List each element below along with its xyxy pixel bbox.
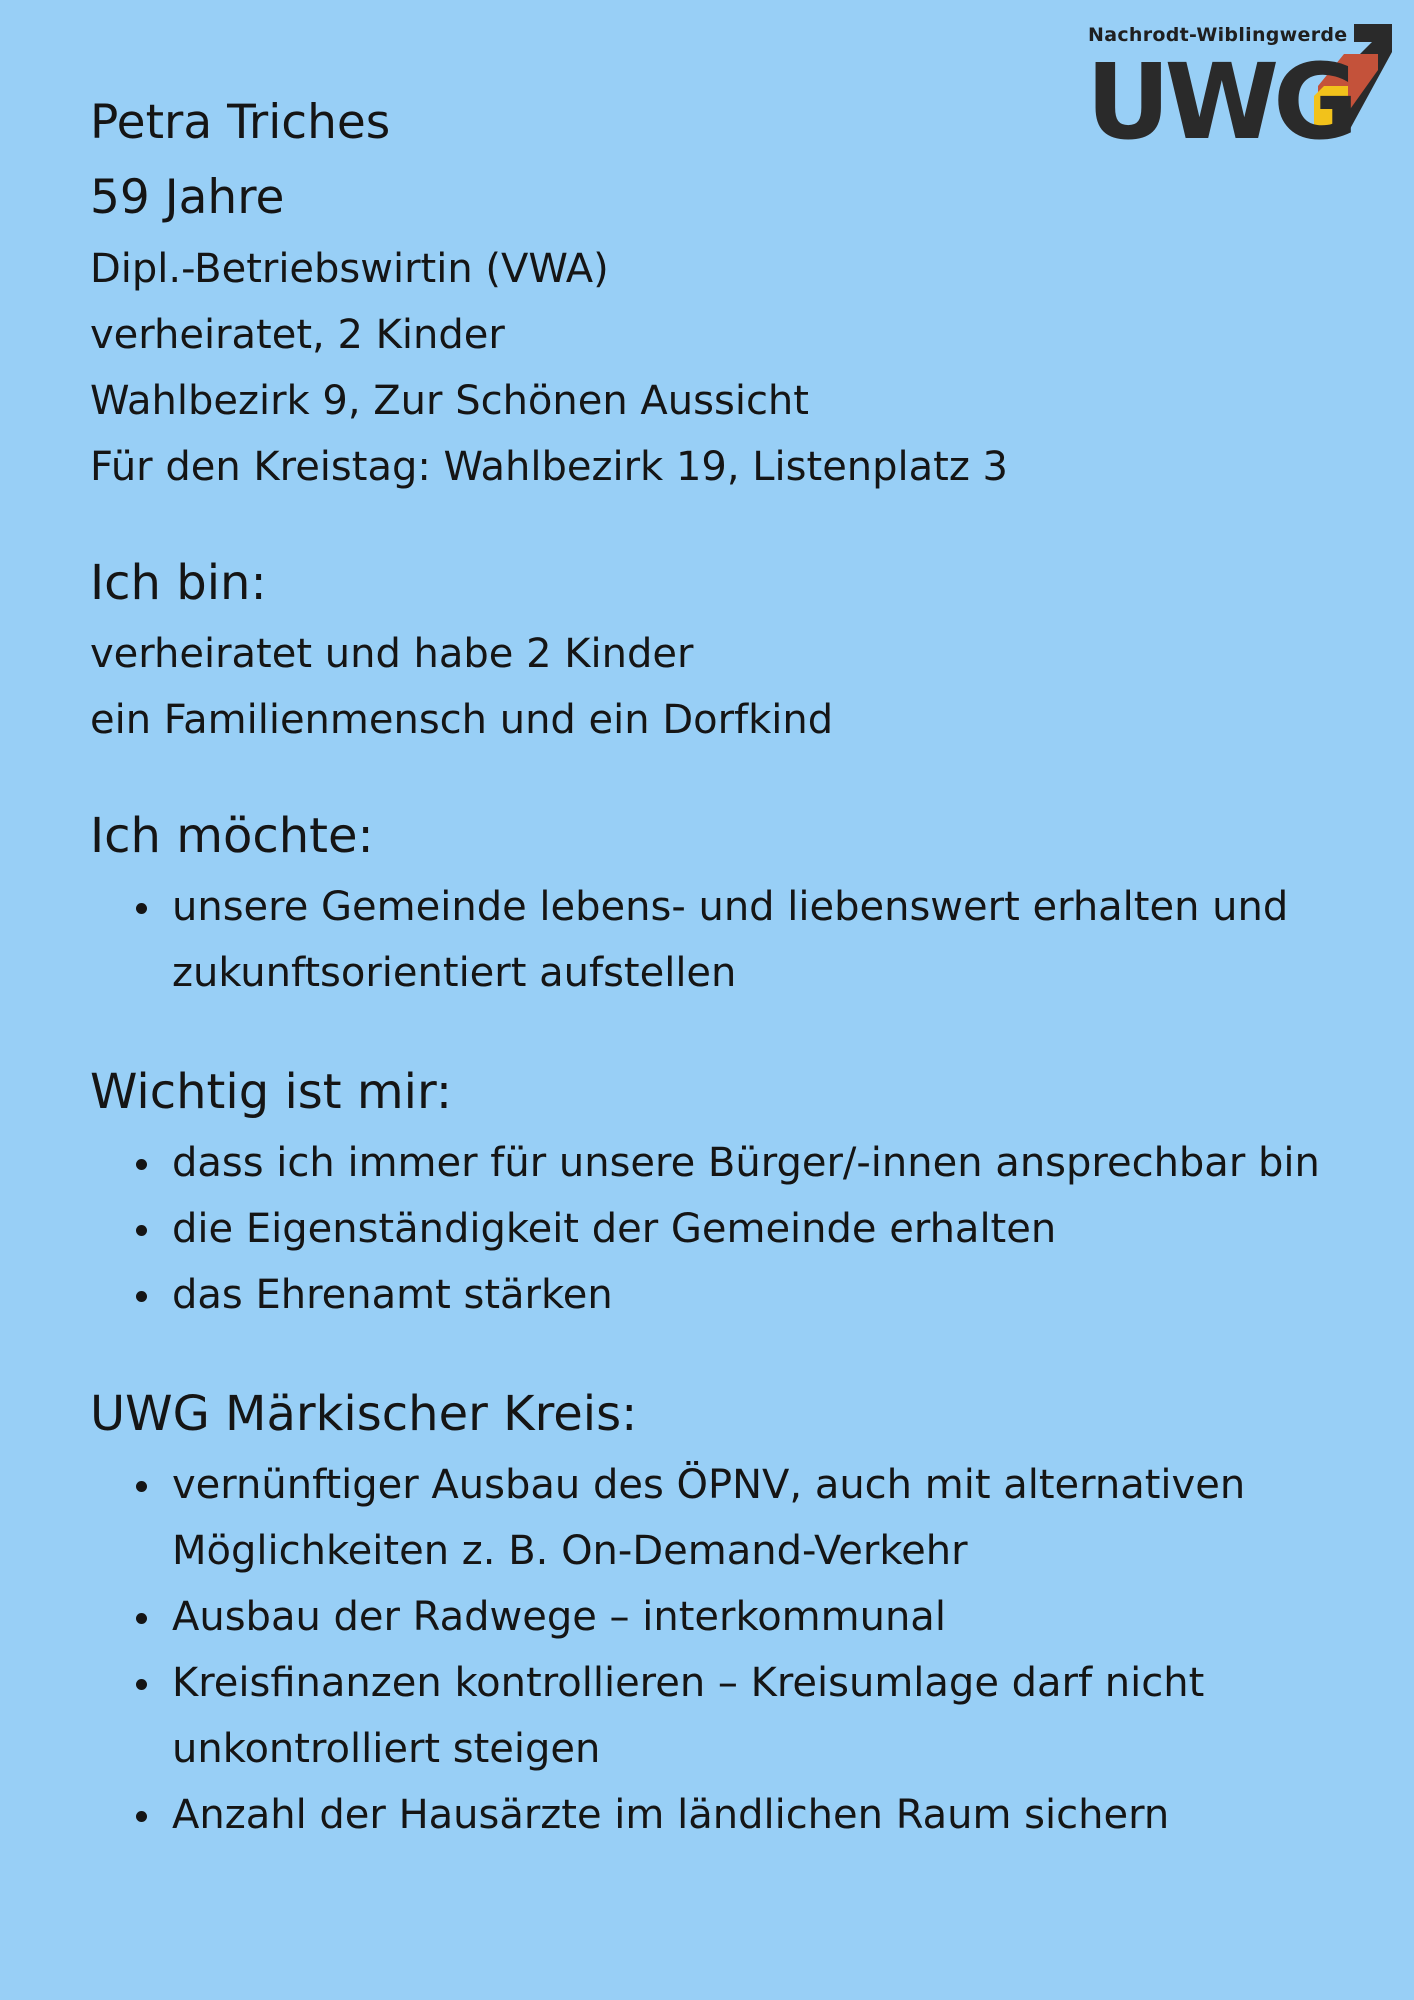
list-item: vernünftiger Ausbau des ÖPNV, auch mit alternativen Möglichkeiten z. B. On-Demand-Verkehr [172, 1452, 1350, 1584]
list-item: dass ich immer für unsere Bürger/-innen ansprechbar bin [172, 1130, 1350, 1196]
candidate-age: 59 Jahre [90, 170, 285, 225]
ich-bin-line: ein Familienmensch und ein Dorfkind [90, 697, 834, 743]
section-heading-ich-moechte: Ich möchte: [90, 808, 374, 864]
candidate-profession: Dipl.-Betriebswirtin (VWA) [90, 246, 609, 292]
section-heading-ich-bin: Ich bin: [90, 555, 267, 611]
list-item: das Ehrenamt stärken [172, 1262, 1350, 1328]
candidate-name: Petra Triches [90, 95, 391, 150]
ich-moechte-list [90, 874, 1350, 1006]
candidate-family: verheiratet, 2 Kinder [90, 312, 505, 358]
ich-bin-line: verheiratet und habe 2 Kinder [90, 631, 694, 677]
list-item: unsere Gemeinde lebens- und liebenswert erhalten und zukunftsorientiert aufstellen [172, 874, 1350, 1006]
list-item: Kreisfinanzen kontrollieren – Kreisumlage darf nicht unkontrolliert steigen [172, 1650, 1350, 1782]
uwg-mk-list [90, 1452, 1350, 1848]
list-item: Ausbau der Radwege – interkommunal [172, 1584, 1350, 1650]
logo-caption: Nachrodt-Wiblingwerde [1088, 24, 1348, 46]
logo-letters: UWG [1086, 41, 1353, 142]
candidate-kreistag: Für den Kreistag: Wahlbezirk 19, Listenplatz 3 [90, 444, 1009, 490]
wichtig-list [90, 1130, 1350, 1328]
list-item: die Eigenständigkeit der Gemeinde erhalten [172, 1196, 1350, 1262]
section-heading-uwg-mk: UWG Märkischer Kreis: [90, 1386, 638, 1442]
list-item: Anzahl der Hausärzte im ländlichen Raum sichern [172, 1782, 1350, 1848]
candidate-district: Wahlbezirk 9, Zur Schönen Aussicht [90, 378, 809, 424]
section-heading-wichtig: Wichtig ist mir: [90, 1064, 453, 1120]
candidate-profile [90, 86, 1350, 1848]
